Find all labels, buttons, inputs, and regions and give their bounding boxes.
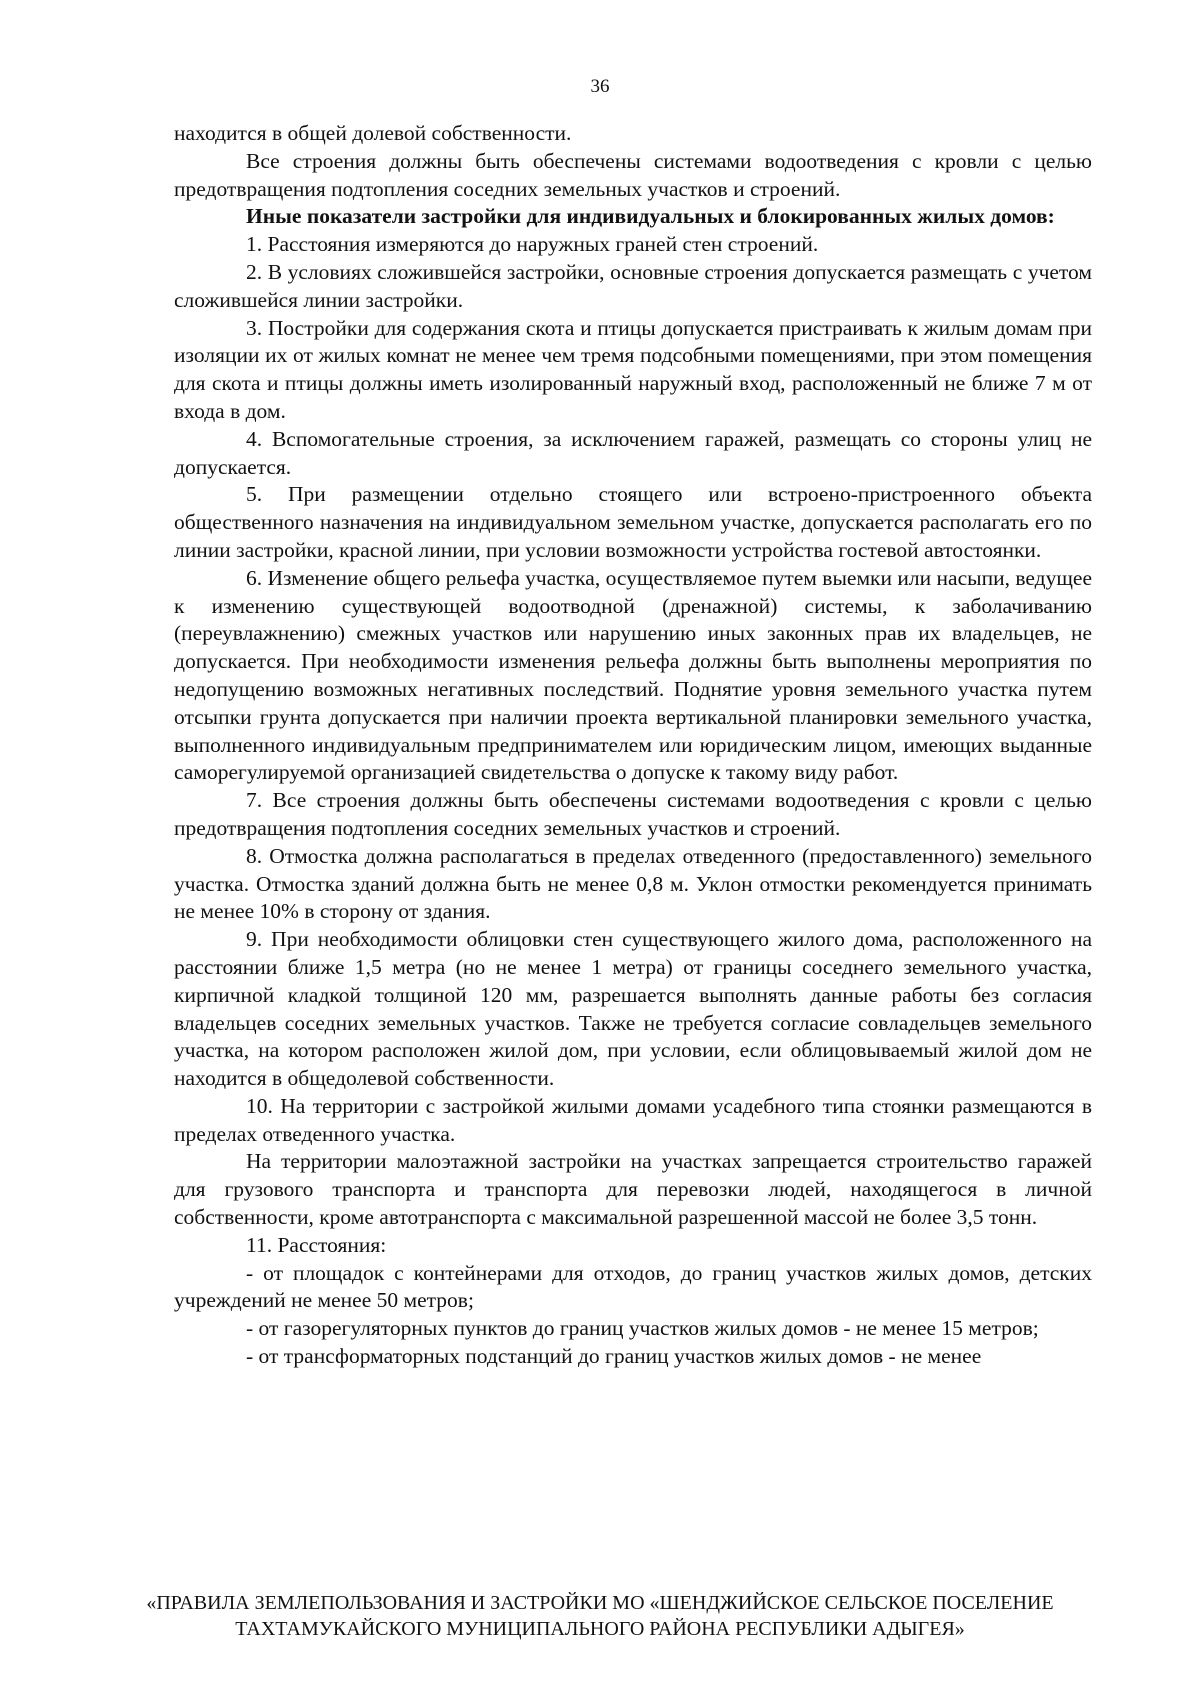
paragraph-continuation: находится в общей долевой собственности. bbox=[174, 121, 572, 145]
paragraph-item-3: 3. Постройки для содержания скота и птицы допускается пристраивать к жилым домам при изоляции их от жилых комнат не менее чем тремя подсобными помещениями, при этом помещения для скота и птицы должны иметь изолированный наружный вход, расположенный не ближе 7 м от входа в дом. bbox=[174, 315, 1092, 423]
paragraph-item-8: 8. Отмостка должна располагаться в пределах отведенного (предоставленного) земельного участка. Отмостка зданий должна быть не менее 0,8 м. Уклон отмостки рекомендуется принимать не менее 10% в сторону от здания. bbox=[174, 843, 1092, 924]
footer-line-1: «ПРАВИЛА ЗЕМЛЕПОЛЬЗОВАНИЯ И ЗАСТРОЙКИ МО «ШЕНДЖИЙСКОЕ СЕЛЬСКОЕ ПОСЕЛЕНИЕ bbox=[146, 1592, 1054, 1614]
paragraph-item-4: 4. Вспомогательные строения, за исключением гаражей, размещать со стороны улиц не допускается. bbox=[174, 426, 1092, 479]
list-item-transformers: - от трансформаторных подстанций до границ участков жилых домов - не менее bbox=[246, 1344, 982, 1369]
section-heading: Иные показатели застройки для индивидуальных и блокированных жилых домов: bbox=[246, 204, 1055, 229]
page-number: 36 bbox=[590, 76, 610, 97]
paragraph-item-11: 11. Расстояния: bbox=[246, 1232, 387, 1257]
paragraph-item-9: 9. При необходимости облицовки стен существующего жилого дома, расположенного на расстоянии ближе 1,5 метра (но не менее 1 метра) от границы соседнего земельного участка, кирпичной кладкой толщиной 120 мм, разрешается выполнять данные работы без согласия владельцев соседних земельных участков. Также не требуется согласие совладельцев земельного участка, на котором расположен жилой дом, при условии, если облицовываемый жилой дом не находится в общедолевой собственности. bbox=[174, 927, 1092, 1091]
paragraph-item-5: 5. При размещении отдельно стоящего или встроено-пристроенного объекта общественного назначения на индивидуальном земельном участке, допускается располагать его по линии застройки, красной линии, при условии возможности устройства гостевой автостоянки. bbox=[174, 482, 1092, 562]
list-item-containers: - от площадок с контейнерами для отходов, до границ участков жилых домов, детских учреждений не менее 50 метров; bbox=[174, 1260, 1092, 1313]
paragraph-item-6: 6. Изменение общего рельефа участка, осуществляемое путем выемки или насыпи, ведущее к изменению существующей водоотводной (дренажной) системы, к заболачиванию (переувлажнению) смежных участков или нарушению иных законных прав их владельцев, не допускается. При необходимости изменения рельефа должны быть выполнены мероприятия по недопущению возможных негативных последствий. Поднятие уровня земельного участка путем отсыпки грунта допускается при наличии проекта вертикальной планировки земельного участка, выполненного индивидуальным предпринимателем или юридическим лицом, имеющих выданные саморегулируемой организацией свидетельства о допуске к такому виду работ. bbox=[174, 565, 1092, 785]
paragraph-item-10: 10. На территории с застройкой жилыми домами усадебного типа стоянки размещаются в пределах отведенного участка. bbox=[174, 1093, 1092, 1146]
footer-line-2: ТАХТАМУКАЙСКОГО МУНИЦИПАЛЬНОГО РАЙОНА РЕСПУБЛИКИ АДЫГЕЯ» bbox=[235, 1618, 965, 1640]
paragraph-drainage: Все строения должны быть обеспечены системами водоотведения с кровли с целью предотвращения подтопления соседних земельных участков и строений. bbox=[174, 148, 1092, 201]
list-item-gas-points: - от газорегуляторных пунктов до границ участков жилых домов - не менее 15 метров; bbox=[246, 1316, 1039, 1341]
paragraph-item-1: 1. Расстояния измеряются до наружных граней стен строений. bbox=[246, 232, 819, 257]
paragraph-item-2: 2. В условиях сложившейся застройки, основные строения допускается размещать с учетом сложившейся линии застройки. bbox=[174, 259, 1092, 312]
paragraph-garages: На территории малоэтажной застройки на участках запрещается строительство гаражей для грузового транспорта и транспорта для перевозки людей, находящегося в личной собственности, кроме автотранспорта с максимальной разрешенной массой не более 3,5 тонн. bbox=[174, 1149, 1092, 1230]
document-body bbox=[174, 120, 1092, 1371]
paragraph-item-7: 7. Все строения должны быть обеспечены системами водоотведения с кровли с целью предотвращения подтопления соседних земельных участков и строений. bbox=[174, 788, 1092, 840]
page-footer bbox=[0, 1590, 1200, 1642]
